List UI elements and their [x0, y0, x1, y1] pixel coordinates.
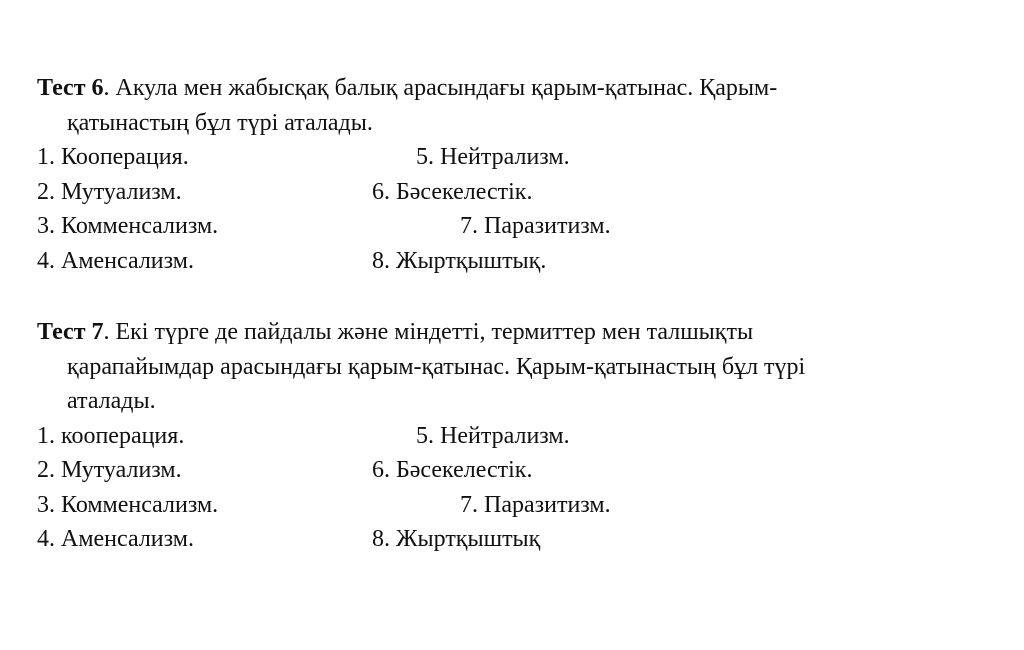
test-7-question-text: . Екі түрге де пайдалы және міндетті, термиттер мен талшықты: [103, 319, 754, 345]
test-6-question-text: . Акула мен жабысқақ балық арасындағы қарым-қатынас. Қарым-: [103, 75, 778, 101]
test-7-option-6: 6. Бәсекелестік.: [372, 457, 533, 483]
test-6-option-2: 2. Мутуализм.: [37, 178, 182, 205]
test-6-option-1: 1. Кооперация.: [37, 144, 189, 170]
test-6-option-row-2: [37, 175, 987, 210]
test-6-option-3: 3. Комменсализм.: [37, 213, 219, 239]
test-7-question-line-3: аталады.: [67, 388, 156, 414]
test-6-question-line-2: қатынастың бұл түрі аталады.: [67, 109, 373, 136]
test-7-option-3: 3. Комменсализм.: [37, 491, 219, 518]
test-7-option-2: 2. Мутуализм.: [37, 457, 182, 483]
test-7-option-row-2: [37, 453, 987, 488]
test-7-question-line-2: қарапайымдар арасындағы қарым-қатынас. Қарым-қатынастың бұл түрі: [67, 353, 806, 380]
test-6-option-7: 7. Паразитизм.: [460, 213, 611, 239]
test-6-option-row-4: [37, 244, 987, 279]
test-7-question-line-1: [37, 315, 987, 350]
test-7-option-row-3: [37, 488, 987, 523]
test-6-block: [37, 71, 987, 278]
test-7-option-5: 5. Нейтрализм.: [416, 422, 570, 449]
test-6-option-4: 4. Аменсализм.: [37, 247, 194, 274]
test-7-label: Тест 7: [37, 319, 104, 345]
test-6-question-line-1: [37, 71, 987, 106]
test-7-option-row-4: [37, 522, 987, 557]
test-6-label: Тест 6: [37, 75, 104, 101]
test-6-option-6: 6. Бәсекелестік.: [372, 178, 533, 205]
test-7-option-4: 4. Аменсализм.: [37, 526, 194, 552]
test-6-option-row-1: [37, 140, 987, 175]
test-7-option-8: 8. Жыртқыштық: [372, 526, 541, 552]
test-6-option-row-3: [37, 209, 987, 244]
test-7-option-7: 7. Паразитизм.: [460, 491, 611, 518]
test-7-block: [37, 315, 987, 557]
test-6-option-8: 8. Жыртқыштық.: [372, 247, 547, 274]
test-7-option-row-1: [37, 419, 987, 454]
test-6-option-5: 5. Нейтрализм.: [416, 144, 570, 170]
test-7-option-1: 1. кооперация.: [37, 422, 185, 449]
